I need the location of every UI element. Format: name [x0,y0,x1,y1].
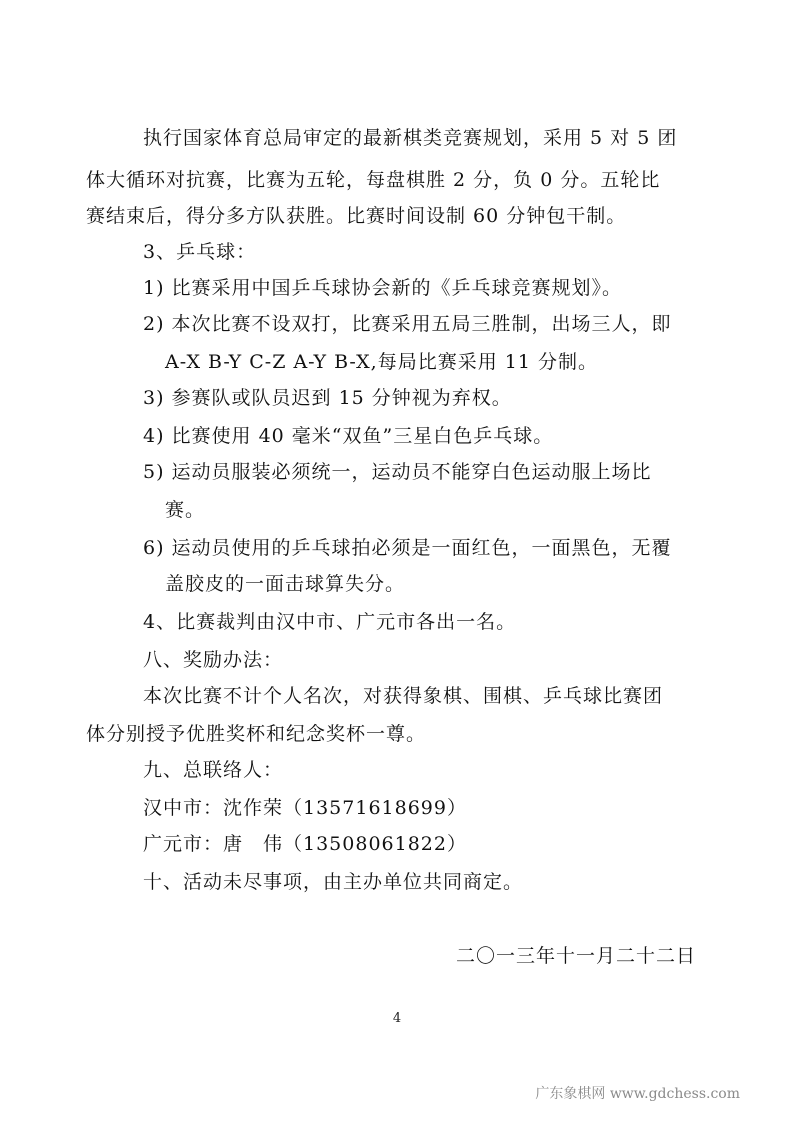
rule-item: 5) 运动员服装必须统一，运动员不能穿白色运动服上场比 [143,461,652,483]
paragraph-line: 本次比赛不计个人名次，对获得象棋、围棋、乒乓球比赛团 [143,685,664,707]
paragraph-line: 体分别授予优胜奖杯和纪念奖杯一尊。 [86,723,427,745]
rule-item: 6) 运动员使用的乒乓球拍必须是一面红色，一面黑色，无覆 [143,537,672,559]
rule-item: 4) 比赛使用 40 毫米“双鱼”三星白色乒乓球。 [143,425,554,447]
page-number: 4 [392,1011,402,1026]
rule-item-continuation: 盖胶皮的一面击球算失分。 [165,573,406,595]
website-watermark: 广东象棋网 www.gdchess.com [535,1086,740,1102]
paragraph-line: 体大循环对抗赛，比赛为五轮，每盘棋胜 2 分，负 0 分。五轮比 [86,169,661,191]
document-date: 二〇一三年十一月二十二日 [455,945,696,967]
section-heading: 八、奖励办法： [143,649,284,671]
rule-item: 1) 比赛采用中国乒乓球协会新的《乒乓球竞赛规划》。 [143,277,623,299]
rule-item-continuation: A-X B-Y C-Z A-Y B-X,每局比赛采用 11 分制。 [165,351,598,373]
section-text: 十、活动未尽事项，由主办单位共同商定。 [143,871,524,893]
section-text: 4、比赛裁判由汉中市、广元市各出一名。 [143,611,517,633]
rule-item-continuation: 赛。 [165,499,206,521]
paragraph-line: 赛结束后，得分多方队获胜。比赛时间设制 60 分钟包干制。 [86,205,627,227]
rule-item: 3) 参赛队或队员迟到 15 分钟视为弃权。 [143,387,512,409]
section-heading: 九、总联络人： [143,759,284,781]
paragraph-line: 执行国家体育总局审定的最新棋类竞赛规划，采用 5 对 5 团 [143,127,678,149]
rule-item: 2) 本次比赛不设双打，比赛采用五局三胜制，出场三人，即 [143,313,672,335]
contact-line: 广元市：唐 伟（13508061822） [143,833,467,855]
section-heading: 3、乒乓球： [143,241,257,263]
contact-line: 汉中市：沈作荣（13571618699） [143,797,467,819]
